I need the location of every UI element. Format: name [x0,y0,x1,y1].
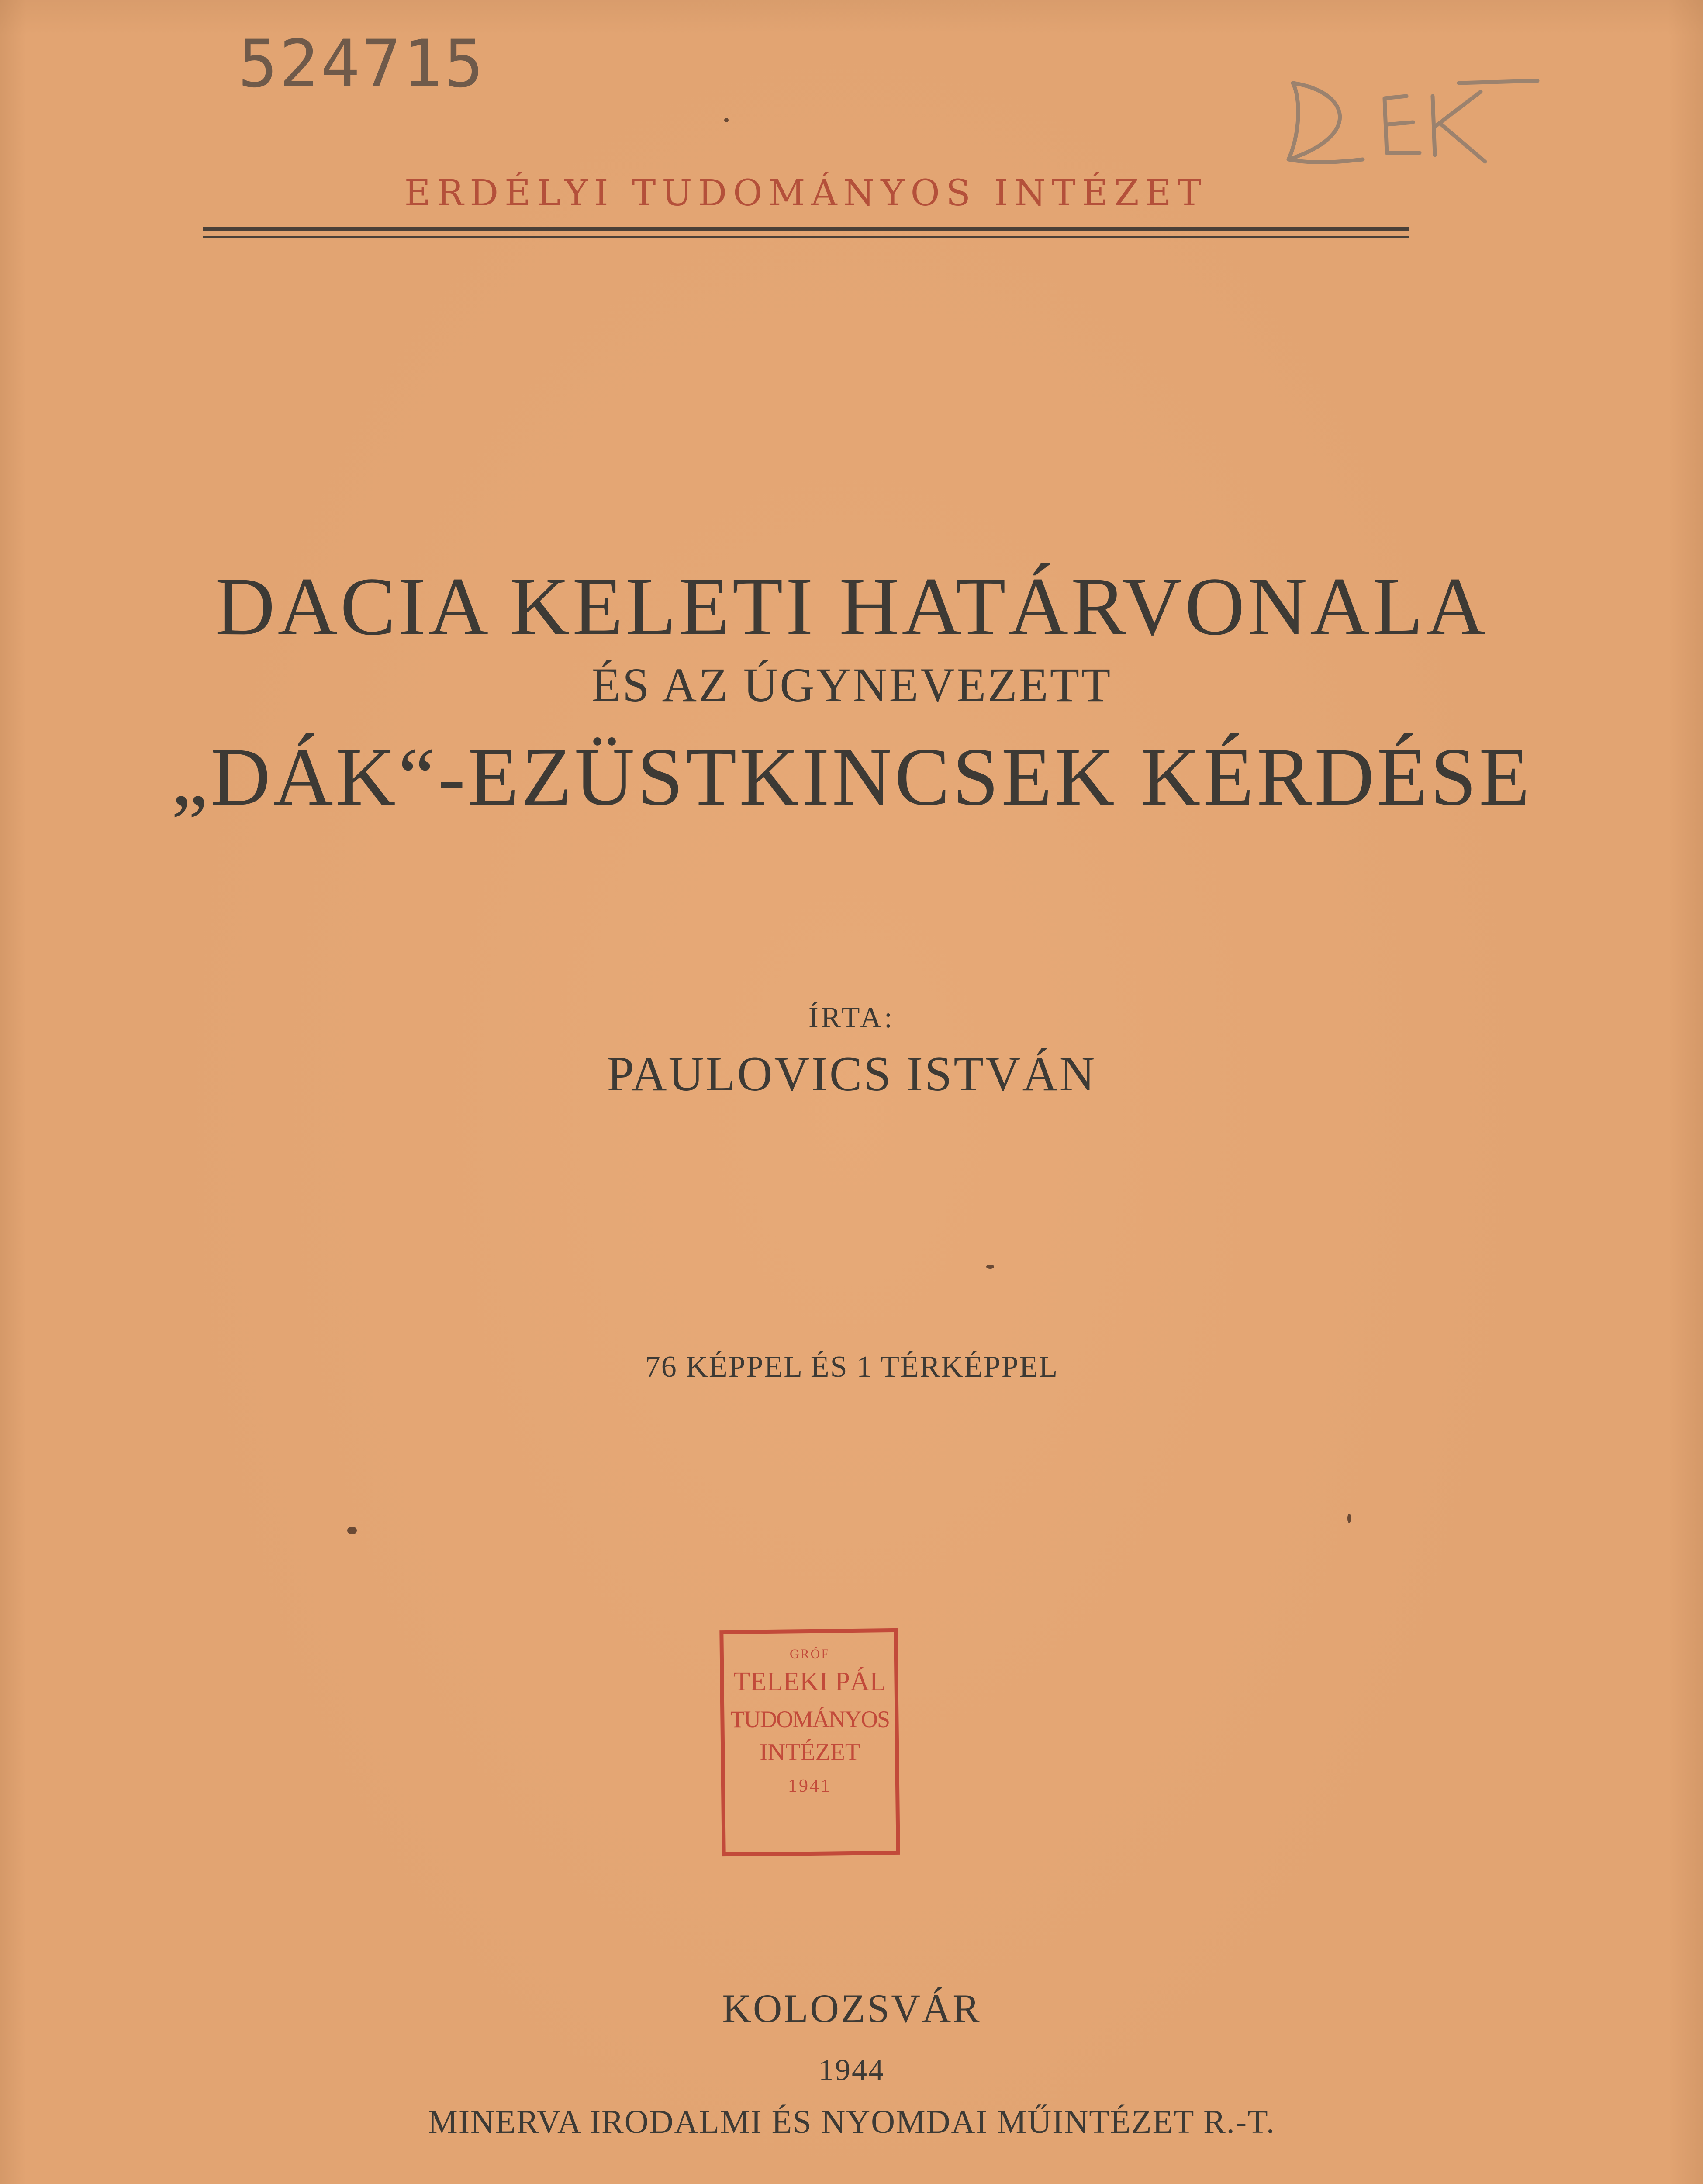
paper-speck [986,1265,994,1269]
stamp-line-4: INTÉZET [759,1739,860,1766]
illustrations-note: 76 KÉPPEL ÉS 1 TÉRKÉPPEL [645,1350,1059,1384]
title-line-2: ÉS AZ ÚGYNEVEZETT [591,658,1112,712]
stamp-line-3: TUDOMÁNYOS [730,1706,889,1732]
stamp-line-5: 1941 [788,1776,832,1796]
paper-speck [1347,1514,1351,1523]
header-rule-thick [203,227,1409,231]
imprint-city: KOLOZSVÁR [722,1986,981,2031]
title-line-1: DACIA KELETI HATÁRVONALA [215,561,1489,653]
paper-speck [724,118,729,122]
title-line-3: „DÁK“-EZÜSTKINCSEK KÉRDÉSE [171,731,1533,823]
handwritten-annotation [1275,66,1555,179]
institute-name: ERDÉLYI TUDOMÁNYOS INTÉZET [404,173,1208,214]
author-name: PAULOVICS ISTVÁN [607,1047,1097,1101]
author-label: ÍRTA: [808,1001,895,1034]
stamp-line-2: TELEKI PÁL [733,1667,886,1697]
accession-number: 524715 [238,26,485,102]
imprint-publisher: MINERVA IRODALMI ÉS NYOMDAI MŰINTÉZET R.-T. [428,2104,1275,2140]
library-stamp [721,1629,900,1856]
paper-speck [347,1527,357,1534]
stamp-line-1: GRÓF [789,1647,830,1661]
imprint-year: 1944 [819,2053,885,2087]
header-rule-thin [203,236,1409,238]
